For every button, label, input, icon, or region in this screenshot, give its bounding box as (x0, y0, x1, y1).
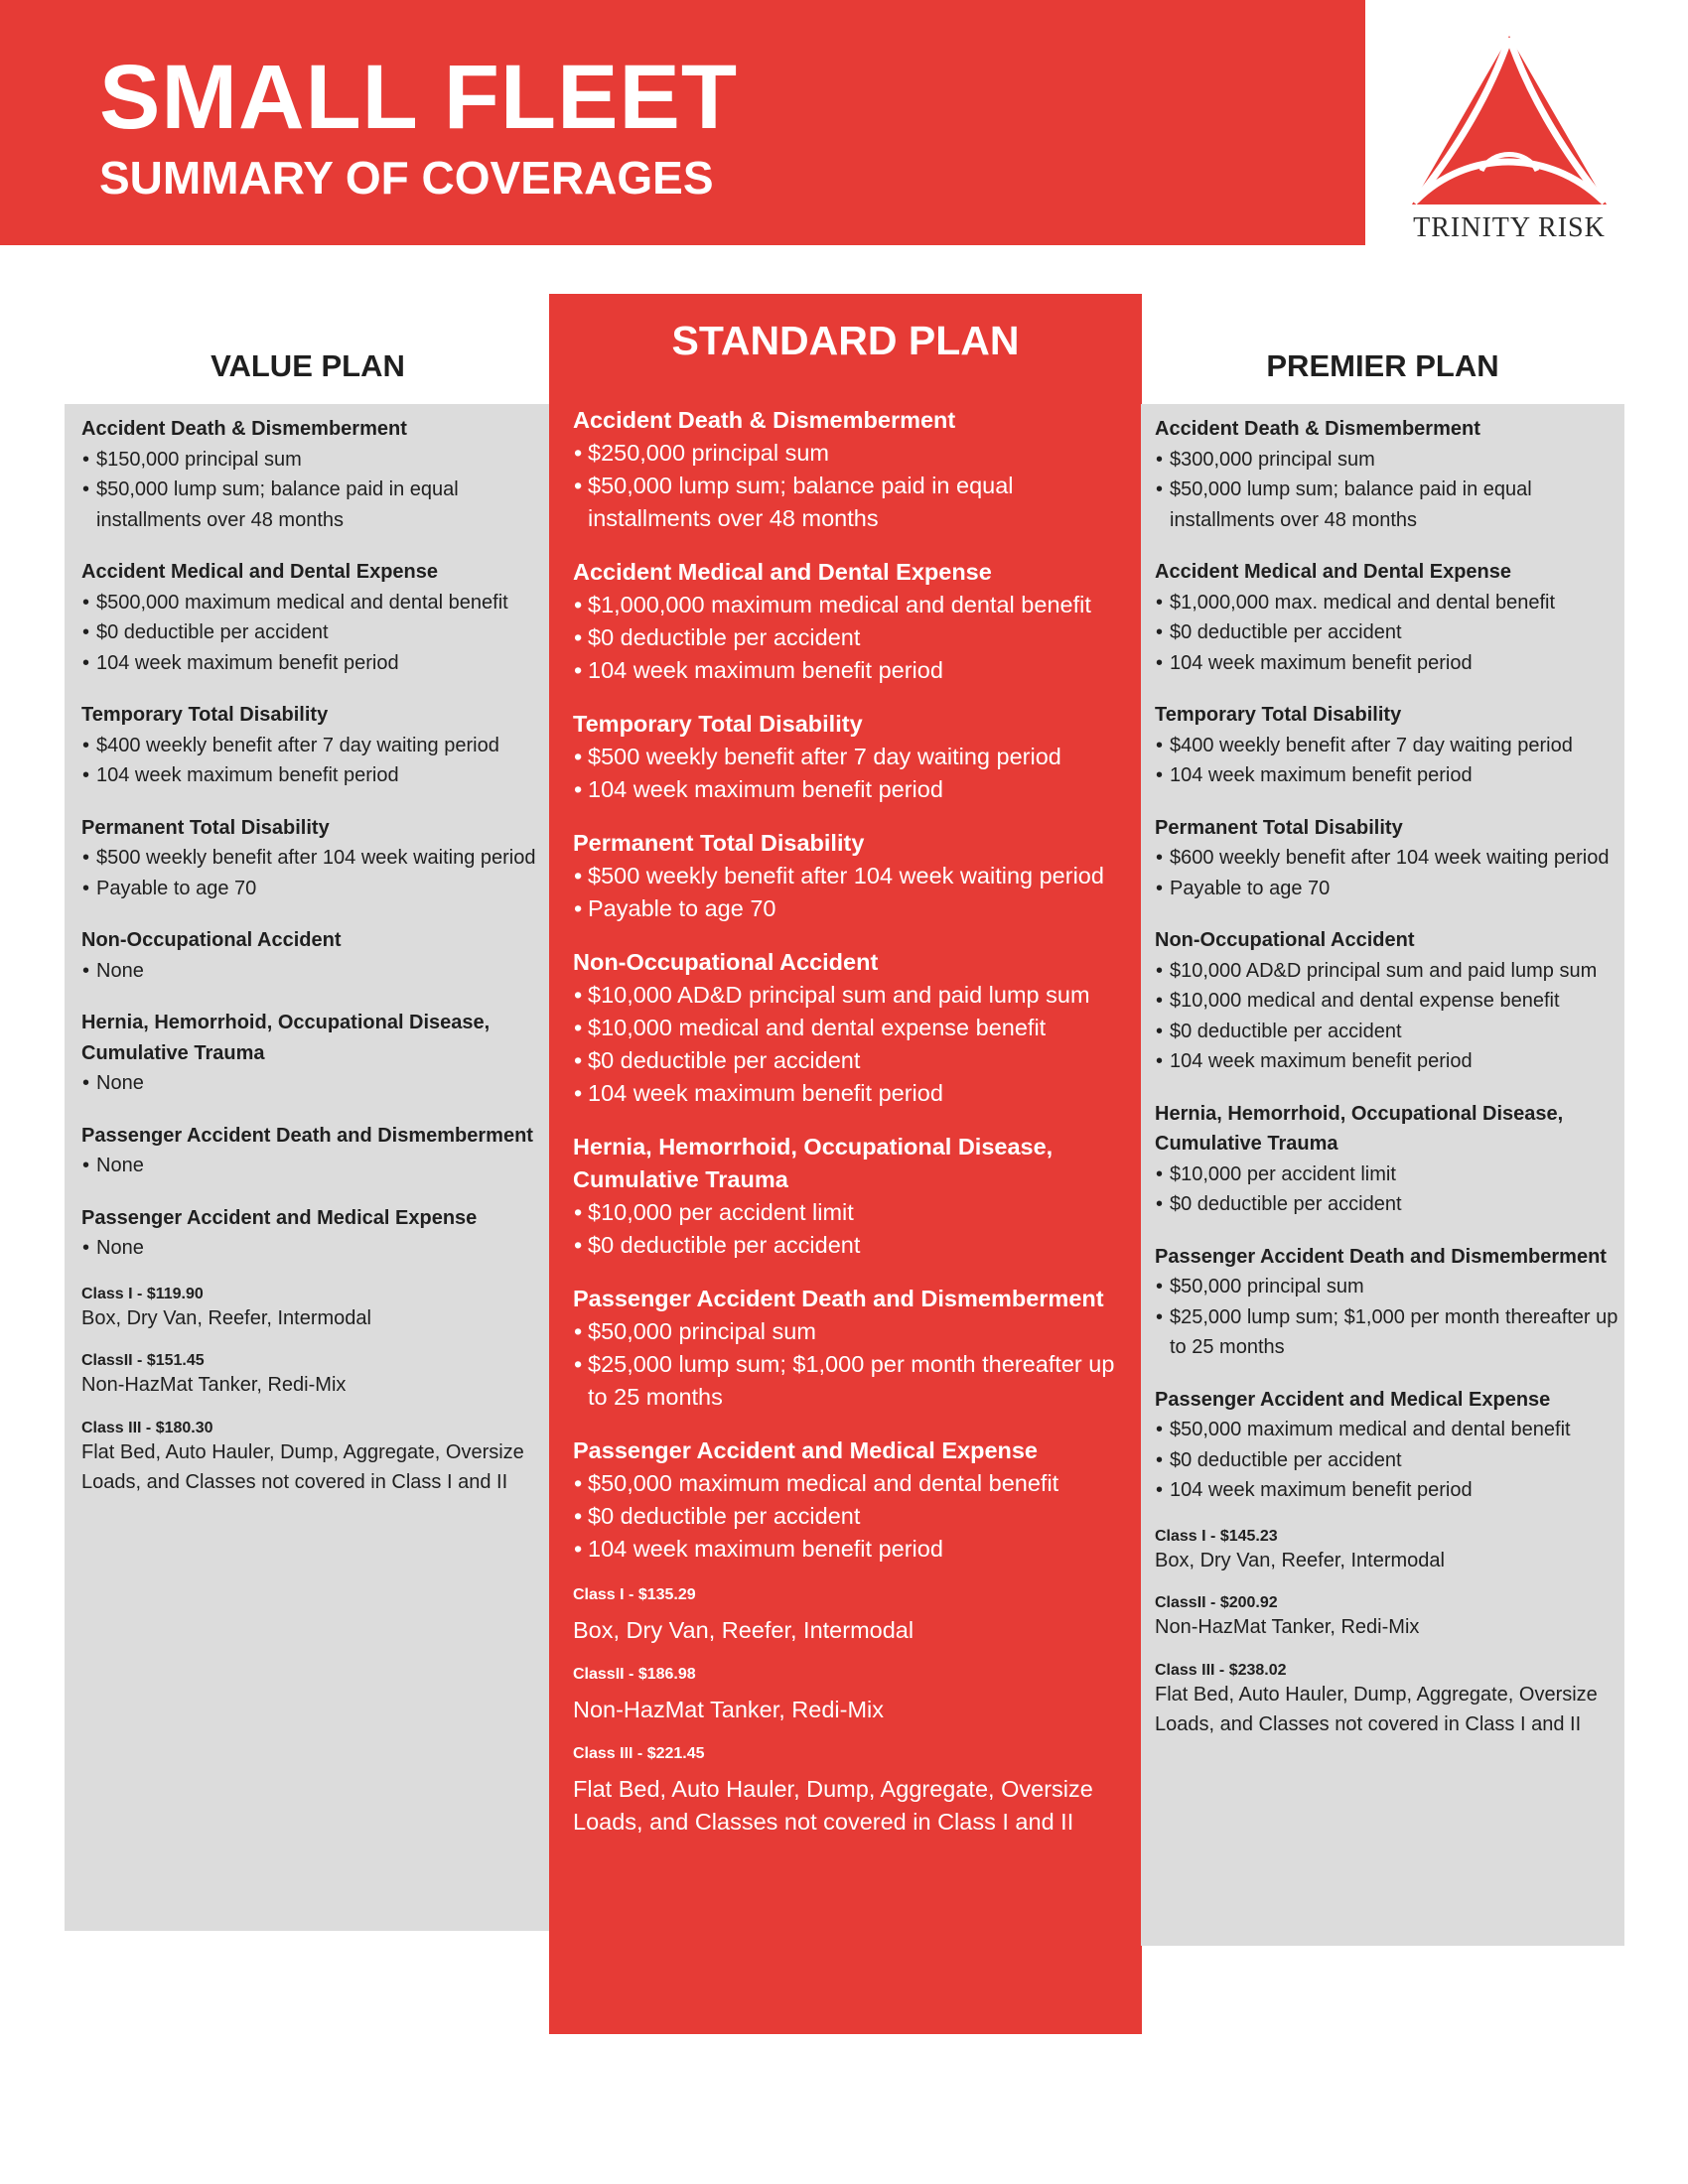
bullet-list (573, 1467, 1134, 1566)
coverage-section (573, 1283, 1134, 1414)
coverage-section (1155, 1385, 1621, 1506)
class-label: ClassII - (573, 1666, 638, 1683)
bullet-item: • $600 weekly benefit after 104 week waiting period (1155, 843, 1621, 874)
coverage-section (81, 1008, 548, 1099)
bullet-item: • 104 week maximum benefit period (81, 760, 548, 791)
bullet-list (81, 1151, 548, 1181)
class-heading (81, 1420, 548, 1437)
section-title: Hernia, Hemorrhoid, Occupational Disease, Cumulative Trauma (1155, 1102, 1564, 1155)
section-title: Permanent Total Disability (81, 816, 330, 839)
class-block (1155, 1662, 1621, 1740)
bullet-item: • 104 week maximum benefit period (573, 773, 1134, 806)
bullet-item: • $0 deductible per accident (573, 1500, 1134, 1533)
class-label: Class III - (573, 1745, 647, 1762)
section-title: Accident Medical and Dental Expense (81, 561, 438, 583)
class-heading (1155, 1662, 1621, 1680)
bullet-list (573, 741, 1134, 806)
bullet-item: • 104 week maximum benefit period (573, 1077, 1134, 1110)
coverage-section (573, 1434, 1134, 1566)
section-title: Permanent Total Disability (1155, 816, 1403, 839)
section-title: Passenger Accident Death and Dismemberment (573, 1286, 1104, 1311)
bullet-item: • $10,000 medical and dental expense benefit (573, 1012, 1134, 1044)
section-title: Passenger Accident and Medical Expense (1155, 1388, 1551, 1411)
bullet-list (1155, 731, 1621, 791)
bullet-list (573, 437, 1134, 535)
bullet-list (573, 1196, 1134, 1262)
class-block (81, 1286, 548, 1334)
section-title: Accident Medical and Dental Expense (1155, 561, 1511, 583)
class-price: $238.02 (1228, 1661, 1287, 1679)
class-label: Class I - (573, 1586, 638, 1603)
bullet-item: • $50,000 principal sum (1155, 1272, 1621, 1302)
class-price: $221.45 (646, 1745, 705, 1762)
bullet-item: • None (81, 1068, 548, 1099)
section-title: Non-Occupational Accident (1155, 929, 1415, 951)
bullet-list (81, 588, 548, 679)
bullet-item: • $50,000 maximum medical and dental benefit (573, 1467, 1134, 1500)
bullet-item: • 104 week maximum benefit period (81, 648, 548, 679)
bullet-list (81, 956, 548, 987)
bullet-item: • $50,000 principal sum (573, 1315, 1134, 1348)
class-block (1155, 1528, 1621, 1576)
bullet-list (1155, 956, 1621, 1077)
coverage-section (573, 1131, 1134, 1262)
coverage-section (81, 700, 548, 791)
coverage-section (573, 946, 1134, 1110)
coverage-section (81, 1121, 548, 1181)
bullet-item: • $0 deductible per accident (81, 617, 548, 648)
class-block (573, 1745, 1134, 1839)
class-price: $135.29 (637, 1586, 696, 1603)
bullet-item: • $0 deductible per accident (573, 1044, 1134, 1077)
bullet-item: • $250,000 principal sum (573, 437, 1134, 470)
class-description: Non-HazMat Tanker, Redi-Mix (81, 1374, 347, 1396)
standard-plan-column (549, 294, 1142, 2034)
logo-wordmark: TRINITY RISK (1413, 212, 1606, 243)
bullet-list (81, 1068, 548, 1099)
section-title: Hernia, Hemorrhoid, Occupational Disease, Cumulative Trauma (81, 1012, 491, 1064)
standard-plan-title: STANDARD PLAN (671, 318, 1020, 363)
bullet-item: • $1,000,000 maximum medical and dental benefit (573, 589, 1134, 621)
section-title: Non-Occupational Accident (573, 949, 879, 975)
bullet-list (81, 445, 548, 536)
section-title: Passenger Accident and Medical Expense (81, 1206, 478, 1229)
page-title: SMALL FLEET (99, 47, 739, 148)
plan-body (573, 404, 1134, 1857)
bullet-item: • $400 weekly benefit after 7 day waiting period (1155, 731, 1621, 761)
triangle-logo-icon (1408, 30, 1611, 208)
bullet-item: • Payable to age 70 (1155, 874, 1621, 904)
coverage-section (573, 827, 1134, 925)
bullet-item: • $50,000 lump sum; balance paid in equal installments over 48 months (1155, 475, 1621, 535)
bullet-item: • Payable to age 70 (81, 874, 548, 904)
value-plan-title: VALUE PLAN (211, 348, 405, 383)
class-price: $186.98 (637, 1666, 696, 1683)
coverage-section (573, 404, 1134, 535)
section-title: Accident Medical and Dental Expense (573, 559, 992, 585)
class-heading (81, 1286, 548, 1303)
bullet-item: • 104 week maximum benefit period (573, 654, 1134, 687)
class-price: $151.45 (146, 1352, 205, 1369)
bullet-item: • $25,000 lump sum; $1,000 per month thereafter up to 25 months (1155, 1302, 1621, 1363)
class-block (573, 1586, 1134, 1647)
section-title: Passenger Accident and Medical Expense (573, 1437, 1039, 1463)
bullet-item: • $10,000 per accident limit (1155, 1160, 1621, 1190)
class-block (81, 1420, 548, 1498)
premier-plan-title: PREMIER PLAN (1266, 348, 1499, 383)
class-heading (573, 1745, 1134, 1763)
class-heading (81, 1352, 548, 1370)
bullet-item: • $300,000 principal sum (1155, 445, 1621, 476)
class-label: Class III - (81, 1419, 156, 1436)
class-description: Flat Bed, Auto Hauler, Dump, Aggregate, Oversize Loads, and Classes not covered in Class I and II (573, 1776, 1093, 1835)
class-price: $200.92 (1219, 1594, 1278, 1611)
class-description: Flat Bed, Auto Hauler, Dump, Aggregate, Oversize Loads, and Classes not covered in Class I and II (1155, 1683, 1598, 1735)
class-block (81, 1352, 548, 1401)
bullet-list (573, 979, 1134, 1110)
bullet-list (1155, 1272, 1621, 1363)
class-price: $119.90 (146, 1285, 204, 1302)
section-title: Hernia, Hemorrhoid, Occupational Disease, Cumulative Trauma (573, 1134, 1054, 1192)
bullet-item: • $10,000 AD&D principal sum and paid lump sum (1155, 956, 1621, 987)
class-description: Flat Bed, Auto Hauler, Dump, Aggregate, Oversize Loads, and Classes not covered in Class I and II (81, 1440, 524, 1493)
bullet-item: • None (81, 1151, 548, 1181)
section-title: Temporary Total Disability (573, 711, 863, 737)
coverage-section (81, 557, 548, 678)
bullet-list (1155, 1160, 1621, 1220)
section-title: Non-Occupational Accident (81, 929, 342, 951)
bullet-item: • $150,000 principal sum (81, 445, 548, 476)
coverage-section (1155, 1099, 1621, 1220)
class-label: Class I - (81, 1285, 147, 1302)
bullet-item: • 104 week maximum benefit period (1155, 1046, 1621, 1077)
coverage-section (81, 813, 548, 904)
premier-plan-column (1141, 404, 1624, 1946)
bullet-list (81, 1233, 548, 1264)
class-heading (573, 1666, 1134, 1684)
bullet-list (1155, 588, 1621, 679)
bullet-item: • $50,000 lump sum; balance paid in equal installments over 48 months (81, 475, 548, 535)
coverage-section (1155, 1242, 1621, 1363)
bullet-item: • None (81, 956, 548, 987)
bullet-list (573, 860, 1134, 925)
bullet-item: • $0 deductible per accident (1155, 1017, 1621, 1047)
class-heading (573, 1586, 1134, 1604)
bullet-item: • $500 weekly benefit after 104 week waiting period (573, 860, 1134, 892)
coverage-section (81, 414, 548, 535)
section-title: Accident Death & Dismemberment (573, 407, 956, 433)
bullet-item: • 104 week maximum benefit period (573, 1533, 1134, 1566)
class-label: ClassII - (1155, 1594, 1220, 1611)
class-label: Class III - (1155, 1661, 1229, 1679)
section-title: Accident Death & Dismemberment (81, 418, 407, 440)
coverage-section (1155, 557, 1621, 678)
class-description: Box, Dry Van, Reefer, Intermodal (573, 1617, 914, 1643)
bullet-item: • $500,000 maximum medical and dental benefit (81, 588, 548, 618)
bullet-item: • $10,000 per accident limit (573, 1196, 1134, 1229)
bullet-item: • $50,000 maximum medical and dental benefit (1155, 1415, 1621, 1445)
class-block (573, 1666, 1134, 1726)
bullet-list (1155, 843, 1621, 903)
bullet-list (1155, 445, 1621, 536)
class-label: ClassII - (81, 1352, 147, 1369)
plan-body (81, 414, 548, 1517)
bullet-list (573, 1315, 1134, 1414)
bullet-item: • $10,000 medical and dental expense benefit (1155, 986, 1621, 1017)
section-title: Temporary Total Disability (1155, 704, 1402, 726)
class-heading (1155, 1594, 1621, 1612)
class-label: Class I - (1155, 1527, 1220, 1545)
bullet-item: • Payable to age 70 (573, 892, 1134, 925)
section-title: Accident Death & Dismemberment (1155, 418, 1480, 440)
bullet-list (1155, 1415, 1621, 1506)
bullet-item: • $0 deductible per accident (1155, 1445, 1621, 1476)
bullet-item: • $0 deductible per accident (1155, 1189, 1621, 1220)
coverage-section (81, 925, 548, 986)
bullet-item: • $500 weekly benefit after 7 day waiting period (573, 741, 1134, 773)
bullet-item: • $500 weekly benefit after 104 week waiting period (81, 843, 548, 874)
class-description: Non-HazMat Tanker, Redi-Mix (573, 1697, 885, 1722)
coverage-section (1155, 414, 1621, 535)
trinity-risk-logo (1400, 30, 1618, 253)
bullet-item: • $0 deductible per accident (1155, 617, 1621, 648)
coverage-section (81, 1203, 548, 1264)
coverage-section (1155, 813, 1621, 904)
bullet-item: • 104 week maximum benefit period (1155, 1475, 1621, 1506)
coverage-section (573, 556, 1134, 687)
plan-body (1155, 414, 1621, 1759)
bullet-item: • $0 deductible per accident (573, 621, 1134, 654)
section-title: Permanent Total Disability (573, 830, 865, 856)
section-title: Passenger Accident Death and Dismemberment (81, 1124, 533, 1147)
bullet-item: • $0 deductible per accident (573, 1229, 1134, 1262)
class-description: Box, Dry Van, Reefer, Intermodal (1155, 1549, 1445, 1571)
bullet-item: • 104 week maximum benefit period (1155, 648, 1621, 679)
section-title: Temporary Total Disability (81, 704, 329, 726)
bullet-list (81, 843, 548, 903)
class-price: $145.23 (1219, 1527, 1278, 1545)
value-plan-column (65, 404, 551, 1931)
coverage-section (1155, 925, 1621, 1077)
bullet-item: • 104 week maximum benefit period (1155, 760, 1621, 791)
page-subtitle: SUMMARY OF COVERAGES (99, 152, 714, 204)
class-description: Non-HazMat Tanker, Redi-Mix (1155, 1616, 1420, 1638)
coverage-section (1155, 700, 1621, 791)
bullet-item: • $50,000 lump sum; balance paid in equal installments over 48 months (573, 470, 1134, 535)
bullet-item: • $10,000 AD&D principal sum and paid lump sum (573, 979, 1134, 1012)
class-price: $180.30 (155, 1419, 213, 1436)
bullet-item: • $1,000,000 max. medical and dental benefit (1155, 588, 1621, 618)
bullet-list (573, 589, 1134, 687)
coverage-section (573, 708, 1134, 806)
bullet-item: • None (81, 1233, 548, 1264)
bullet-item: • $25,000 lump sum; $1,000 per month thereafter up to 25 months (573, 1348, 1134, 1414)
bullet-list (81, 731, 548, 791)
class-description: Box, Dry Van, Reefer, Intermodal (81, 1306, 371, 1329)
class-block (1155, 1594, 1621, 1643)
bullet-item: • $400 weekly benefit after 7 day waiting period (81, 731, 548, 761)
class-heading (1155, 1528, 1621, 1546)
section-title: Passenger Accident Death and Dismemberment (1155, 1245, 1607, 1268)
